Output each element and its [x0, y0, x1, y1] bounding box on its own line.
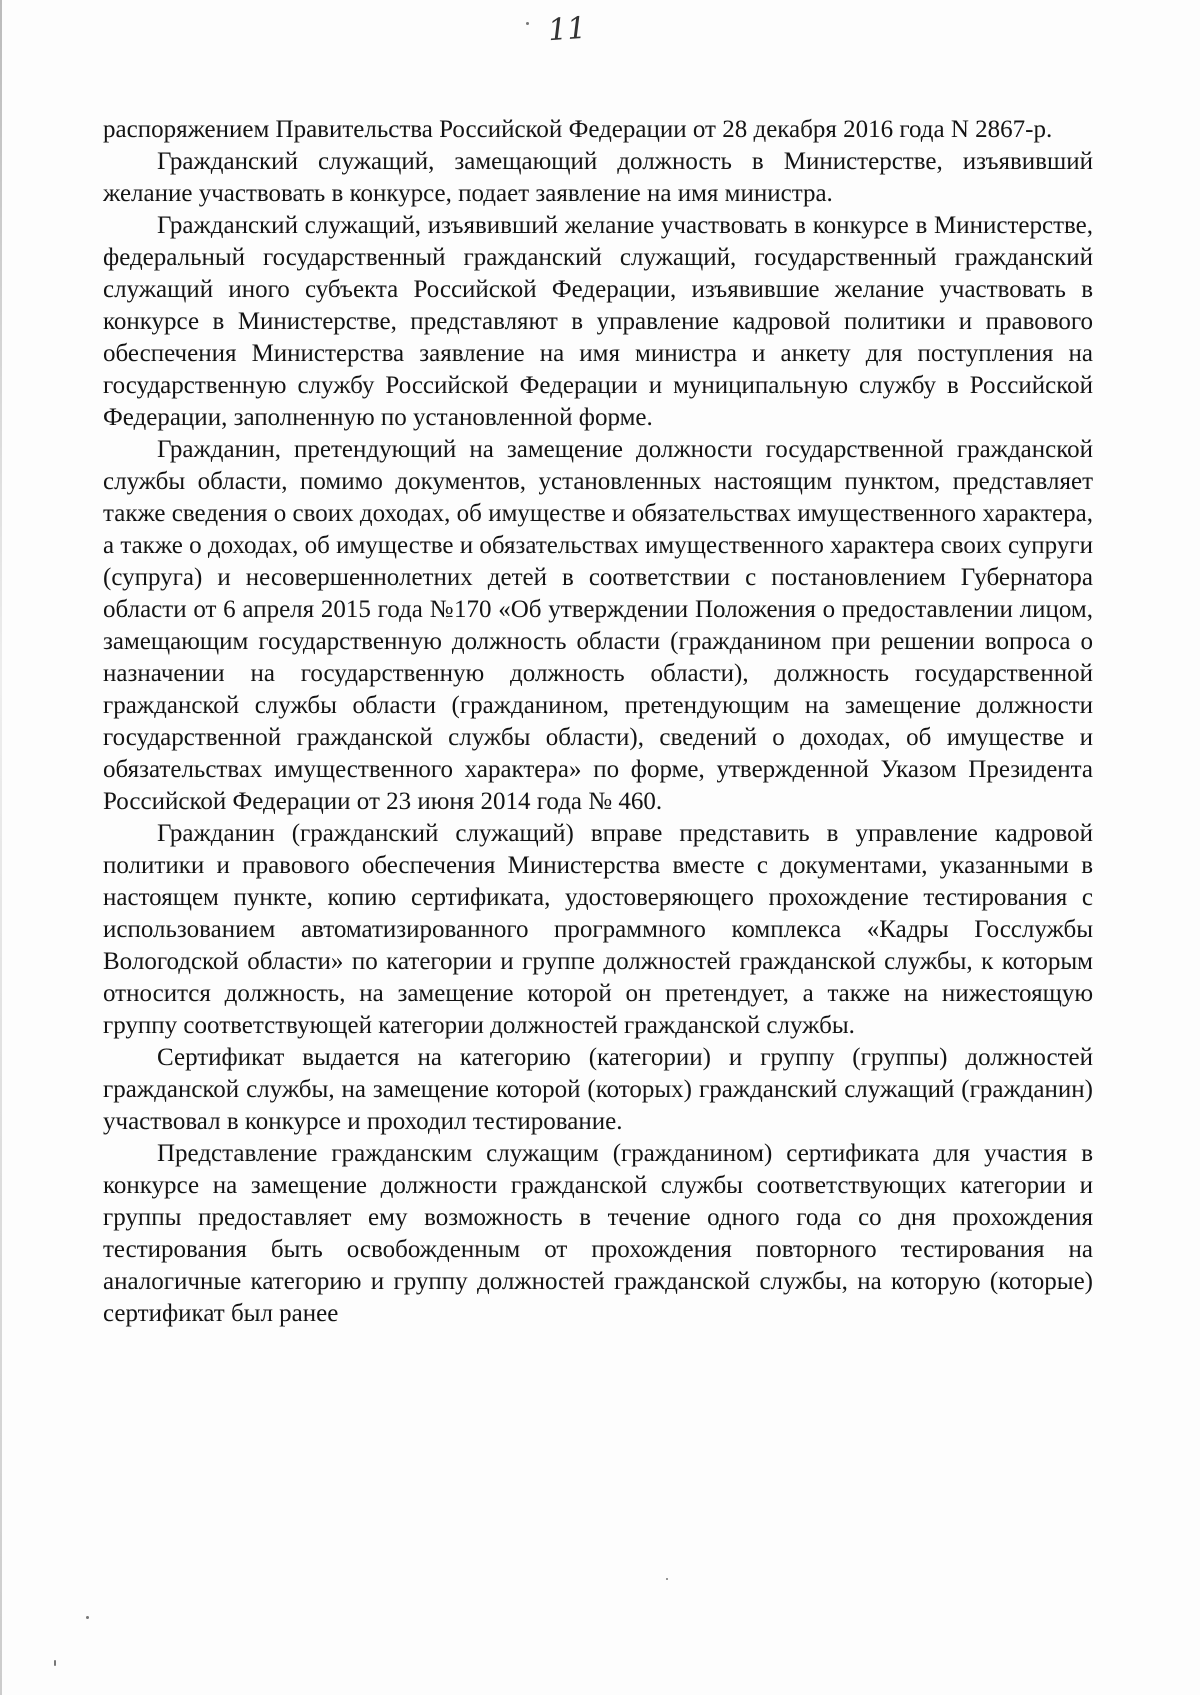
document-body: [103, 114, 1093, 1330]
scan-speck: [666, 1578, 668, 1580]
paragraph: Сертификат выдается на категорию (категории) и группу (группы) должностей гражданской службы, на замещение которой (которых) гражданский служащий (гражданин) участвовал в конкурсе и проходил тестирование.: [103, 1044, 1093, 1135]
paragraph: Гражданский служащий, изъявивший желание участвовать в конкурсе в Министерстве, федеральный государственный гражданский служащий, государственный гражданский служащий иного субъекта Российской Федерации, изъявившие желание участвовать в конкурсе в Министерстве, представляют в управление кадровой политики и правового обеспечения Министерства заявление на имя министра и анкету для поступления на государственную службу Российской Федерации и муниципальную службу в Российской Федерации, заполненную по установленной форме.: [103, 212, 1093, 431]
scan-speck: [86, 1616, 89, 1619]
paragraph: Гражданский служащий, замещающий должность в Министерстве, изъявивший желание участвовать в конкурсе, подает заявление на имя министра.: [103, 148, 1093, 207]
paragraph-continuation: распоряжением Правительства Российской Федерации от 28 декабря 2016 года N 2867-р.: [103, 116, 1053, 143]
paragraph: Представление гражданским служащим (гражданином) сертификата для участия в конкурсе на замещение должности гражданской службы соответствующих категории и группы предоставляет ему возможность в течение одного года со дня прохождения тестирования быть освобожденным от прохождения повторного тестирования на аналогичные категорию и группу должностей гражданской службы, на которую (которые) сертификат был ранее: [103, 1140, 1093, 1327]
scan-speck: [526, 22, 529, 25]
page-number: 11: [546, 10, 588, 49]
paragraph: Гражданин, претендующий на замещение должности государственной гражданской службы области, помимо документов, установленных настоящим пунктом, представляет также сведения о своих доходах, об имуществе и обязательствах имущественного характера, а также о доходах, об имуществе и обязательствах имущественного характера своих супруги (супруга) и несовершеннолетних детей в соответствии с постановлением Губернатора области от 6 апреля 2015 года №170 «Об утверждении Положения о предоставлении лицом, замещающим государственную должность области (гражданином при решении вопроса о назначении на государственную должность области), должность государственной гражданской службы области (гражданином, претендующим на замещение должности государственной гражданской службы области), сведений о доходах, об имуществе и обязательствах имущественного характера» по форме, утвержденной Указом Президента Российской Федерации от 23 июня 2014 года № 460.: [103, 436, 1093, 815]
paragraph: Гражданин (гражданский служащий) вправе представить в управление кадровой политики и правового обеспечения Министерства вместе с документами, указанными в настоящем пункте, копию сертификата, удостоверяющего прохождение тестирования с использованием автоматизированного программного комплекса «Кадры Госслужбы Вологодской области» по категории и группе должностей гражданской службы, к которым относится должность, на замещение которой он претендует, а также на нижестоящую группу соответствующей категории должностей гражданской службы.: [103, 820, 1093, 1039]
scan-speck: [54, 1660, 56, 1666]
scan-edge: [0, 0, 2, 1695]
